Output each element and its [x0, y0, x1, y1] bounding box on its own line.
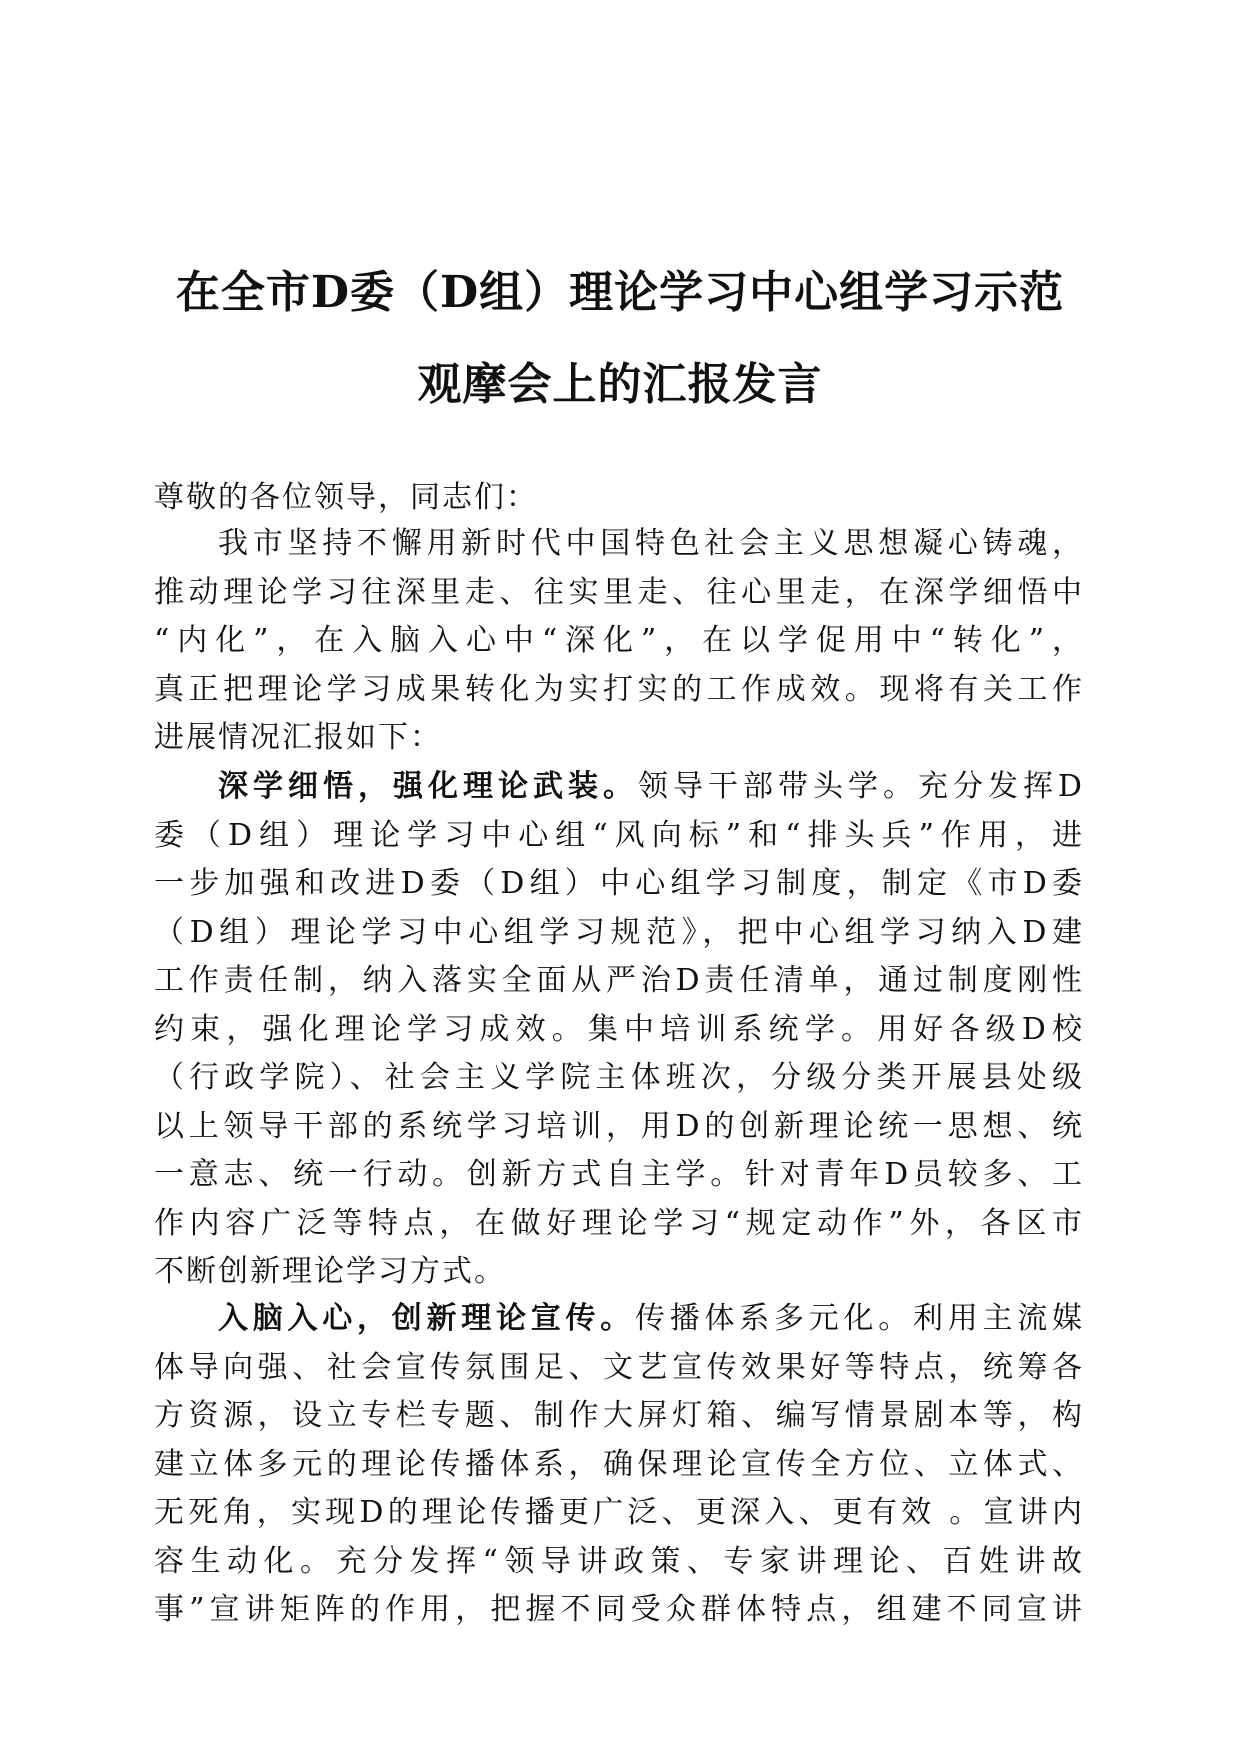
paragraph-line: 作内容广泛等特点，在做好理论学习“规定动作”外，各区市 [154, 1205, 1084, 1241]
paragraph-line: 进展情况汇报如下： [154, 720, 442, 755]
document-title-line1: 在全市D委（D组）理论学习中心组学习示范 [175, 267, 1065, 318]
section1-paragraph [154, 763, 1084, 1297]
section2-first-line [154, 1295, 1084, 1344]
intro-paragraph [154, 520, 1084, 763]
paragraph-line: 推动理论学习往深里走、往实里走、往心里走，在深学细悟中 [154, 574, 1084, 610]
paragraph-line: 不断创新理论学习方式。 [154, 1254, 506, 1289]
section2-heading: 入脑入心，创新理论宣传。 [218, 1301, 635, 1336]
salutation: 尊敬的各位领导，同志们： [154, 480, 538, 515]
paragraph-line: 建立体多元的理论传播体系，确保理论宣传全方位、立体式、 [154, 1446, 1084, 1482]
paragraph-line: 容生动化。充分发挥“领导讲政策、专家讲理论、百姓讲故 [154, 1543, 1084, 1579]
section1-first-line-rest: 领导干部带头学。充分发挥D [637, 769, 1084, 804]
paragraph-line: （D组）理论学习中心组学习规范》，把中心组学习纳入D建 [154, 914, 1084, 950]
paragraph-line: （行政学院）、社会主义学院主体班次，分级分类开展县处级 [154, 1060, 1084, 1095]
paragraph-line: 体导向强、社会宣传氛围足、文艺宣传效果好等特点，统筹各 [154, 1349, 1084, 1385]
section1-first-line [154, 763, 1084, 812]
paragraph-line: 无死角，实现D的理论传播更广泛、更深入、更有效 。宣讲内 [154, 1495, 1084, 1530]
paragraph-line: 一步加强和改进D委（D组）中心组学习制度，制定《市D委 [154, 866, 1084, 901]
document-title-line2: 观摩会上的汇报发言 [417, 359, 823, 410]
section1-heading: 深学细悟，强化理论武装。 [218, 769, 638, 804]
section2-first-line-rest: 传播体系多元化。利用主流媒 [635, 1301, 1084, 1336]
paragraph-line: 事”宣讲矩阵的作用，把握不同受众群体特点，组建不同宣讲 [154, 1592, 1084, 1627]
paragraph-line: 一意志、统一行动。创新方式自主学。针对青年D员较多、工 [154, 1157, 1084, 1192]
paragraph-line: 真正把理论学习成果转化为实打实的工作成效。现将有关工作 [154, 671, 1084, 707]
section2-paragraph [154, 1295, 1084, 1635]
paragraph-line: 委（D组）理论学习中心组“风向标”和“排头兵”作用，进 [154, 817, 1084, 853]
paragraph-line: 方资源，设立专栏专题、制作大屏灯箱、编写情景剧本等，构 [154, 1398, 1084, 1433]
paragraph-line: 我市坚持不懈用新时代中国特色社会主义思想凝心铸魂， [218, 526, 1084, 561]
paragraph-line: 工作责任制，纳入落实全面从严治D责任清单，通过制度刚性 [154, 963, 1084, 998]
paragraph-line: “内化”，在入脑入心中“深化”，在以学促用中“转化”， [154, 623, 1084, 658]
paragraph-line: 以上领导干部的系统学习培训，用D的创新理论统一思想、统 [154, 1108, 1084, 1144]
paragraph-line: 约束，强化理论学习成效。集中培训系统学。用好各级D校 [154, 1011, 1084, 1047]
